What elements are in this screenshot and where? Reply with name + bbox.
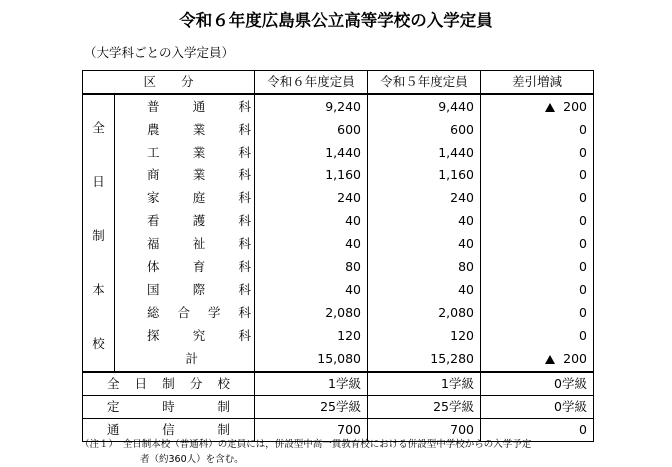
- group-label: [83, 95, 114, 371]
- subtotal-r6-cell: [255, 348, 368, 372]
- diff-cell-value: 0: [579, 259, 587, 275]
- category-label: [147, 187, 251, 209]
- category-char: 祉: [192, 236, 206, 252]
- r5-cell-value: 80: [458, 259, 474, 275]
- category-cell: [83, 372, 255, 396]
- diff-cell-value: 0: [579, 328, 587, 344]
- r6-cell: [255, 256, 368, 279]
- category-char: 普: [147, 98, 160, 114]
- category-char: 工: [147, 144, 160, 160]
- table-row: [83, 302, 594, 325]
- r6-cell: [255, 372, 368, 396]
- header-category: [83, 71, 255, 95]
- r6-cell-value: 1,160: [325, 167, 361, 183]
- r5-cell: [368, 279, 481, 302]
- subtotal-r5-cell-value: 15,280: [430, 351, 474, 367]
- category-label: [147, 279, 251, 301]
- category-char: 科: [238, 144, 251, 160]
- category-char: 探: [147, 328, 160, 344]
- diff-cell: [481, 164, 594, 187]
- category-char: 制: [217, 422, 230, 437]
- r5-cell-value: 240: [450, 190, 474, 206]
- diff-cell-value: 0: [579, 121, 587, 137]
- header-diff: 差引増減: [481, 71, 594, 95]
- category-cell: [115, 302, 255, 325]
- r5-cell: [368, 302, 481, 325]
- header-r5: 令和５年度定員: [368, 71, 481, 95]
- category-char: 業: [192, 144, 206, 160]
- r5-cell: [368, 325, 481, 348]
- category-cell: [115, 256, 255, 279]
- r5-cell: [368, 164, 481, 187]
- diff-cell-value: 0: [579, 305, 587, 321]
- category-cell: [115, 141, 255, 164]
- r5-cell-value: 9,440: [438, 98, 474, 114]
- category-char: 科: [238, 259, 251, 275]
- category-char: 業: [192, 167, 206, 183]
- category-char: 護: [192, 213, 206, 229]
- table-row: [83, 372, 594, 396]
- category-label: [147, 325, 251, 347]
- category-char: 科: [238, 190, 251, 206]
- r5-cell: [368, 118, 481, 141]
- r6-cell: [255, 164, 368, 187]
- category-cell: [115, 94, 255, 118]
- category-char: 校: [217, 376, 230, 391]
- category-cell: [83, 396, 255, 419]
- footnote-line-1: （注１） 全日制本校（普通科）の定員には，併設型中高一貫教育校における併設型中学校からの入学予定: [80, 439, 532, 450]
- r5-cell-value: 1,440: [438, 144, 474, 160]
- table-row: [83, 118, 594, 141]
- r5-cell-value: 25学級: [433, 399, 474, 414]
- r6-cell: [255, 279, 368, 302]
- category-label: [147, 119, 251, 141]
- category-label: [83, 396, 254, 418]
- diff-cell: [481, 372, 594, 396]
- category-label: [147, 164, 251, 186]
- r5-cell: [368, 372, 481, 396]
- table-row: [83, 396, 594, 419]
- r5-cell-value: 1学級: [441, 376, 474, 391]
- r5-cell: [368, 210, 481, 233]
- r5-cell: [368, 141, 481, 164]
- diff-cell: [481, 256, 594, 279]
- subtotal-label: 計: [185, 351, 198, 367]
- subtotal-r5-cell: [368, 348, 481, 372]
- category-cell: [115, 210, 255, 233]
- r6-cell: [255, 210, 368, 233]
- category-char: 福: [147, 236, 160, 252]
- r6-cell-value: 120: [337, 328, 361, 344]
- category-cell: [115, 325, 255, 348]
- table-header-row: [83, 71, 594, 95]
- category-cell: [115, 118, 255, 141]
- category-char: 際: [192, 282, 206, 298]
- r6-cell-value: 9,240: [325, 98, 361, 114]
- group-label-char: 制: [92, 228, 105, 243]
- category-char: 信: [162, 422, 175, 437]
- table-row: [83, 164, 594, 187]
- diff-cell: [481, 279, 594, 302]
- r6-cell: [255, 325, 368, 348]
- r5-cell: [368, 233, 481, 256]
- category-char: 通: [192, 98, 206, 114]
- diff-cell-value: 0: [579, 282, 587, 298]
- group-label-char: 本: [92, 282, 105, 297]
- r5-cell-value: 40: [458, 282, 474, 298]
- category-char: 農: [147, 121, 160, 137]
- r5-cell: [368, 94, 481, 118]
- table-row: [83, 94, 594, 118]
- r6-cell-value: 600: [337, 121, 361, 137]
- category-char: 科: [238, 236, 251, 252]
- group-label-char: 校: [92, 336, 105, 351]
- table-row: [83, 141, 594, 164]
- category-char: 究: [192, 328, 206, 344]
- table-row: [83, 233, 594, 256]
- diff-cell: [481, 210, 594, 233]
- category-char: 科: [238, 328, 251, 344]
- diff-cell-value: 0: [579, 190, 587, 206]
- category-label: [83, 373, 254, 395]
- r6-cell-value: 40: [345, 282, 361, 298]
- category-label: [147, 142, 251, 164]
- category-char: 学: [207, 305, 221, 321]
- category-label: [147, 96, 251, 118]
- diff-cell: [481, 118, 594, 141]
- r5-cell: [368, 187, 481, 210]
- r5-cell-value: 120: [450, 328, 474, 344]
- subtotal-row: [83, 348, 594, 372]
- subtotal-label-cell: [115, 348, 255, 372]
- category-cell: [115, 279, 255, 302]
- r6-cell-value: 1学級: [328, 376, 361, 391]
- table-row: [83, 187, 594, 210]
- category-char: 科: [238, 121, 251, 137]
- r5-cell-value: 700: [450, 422, 474, 437]
- r5-cell-value: 2,080: [438, 305, 474, 321]
- footnote-line-2: 者（約360人）を含む。: [140, 454, 244, 465]
- category-char: 科: [238, 213, 251, 229]
- category-char: 科: [238, 98, 251, 114]
- category-cell: [115, 164, 255, 187]
- header-category-label: 区 分: [143, 74, 194, 89]
- category-char: 総: [147, 305, 160, 321]
- diff-cell: [481, 302, 594, 325]
- r5-cell-value: 40: [458, 213, 474, 229]
- r6-cell: [255, 233, 368, 256]
- category-char: 制: [217, 399, 230, 414]
- diff-cell: [481, 141, 594, 164]
- subtotal-diff-cell: [481, 348, 594, 372]
- category-char: 業: [192, 121, 206, 137]
- table-row: [83, 325, 594, 348]
- diff-cell-value: 0学級: [554, 376, 587, 391]
- r6-cell: [255, 396, 368, 419]
- category-label: [147, 302, 251, 324]
- category-char: 体: [147, 259, 160, 275]
- r5-cell-value: 600: [450, 121, 474, 137]
- r6-cell-value: 40: [345, 213, 361, 229]
- r5-cell-value: 40: [458, 236, 474, 252]
- category-char: 時: [162, 399, 175, 414]
- category-char: 科: [238, 167, 251, 183]
- r6-cell-value: 700: [337, 422, 361, 437]
- table-row: [83, 210, 594, 233]
- table-subtitle: （大学科ごとの入学定員）: [84, 45, 235, 60]
- table-row: [83, 279, 594, 302]
- category-char: 庭: [192, 190, 206, 206]
- diff-cell: [481, 396, 594, 419]
- r6-cell-value: 40: [345, 236, 361, 252]
- r6-cell: [255, 141, 368, 164]
- diff-cell: [481, 233, 594, 256]
- category-char: 看: [147, 213, 160, 229]
- diff-cell-value: 0: [579, 213, 587, 229]
- decrease-triangle-icon: [545, 355, 555, 364]
- header-r6: 令和６年度定員: [255, 71, 368, 95]
- group-label-char: 全: [92, 120, 105, 135]
- diff-cell: [481, 94, 594, 118]
- category-char: 定: [107, 399, 120, 414]
- category-char: 分: [189, 376, 203, 391]
- diff-cell-value: 0学級: [554, 399, 587, 414]
- page-title: 令和６年度広島県公立高等学校の入学定員: [179, 11, 493, 30]
- category-char: 科: [238, 305, 251, 321]
- r6-cell: [255, 187, 368, 210]
- diff-cell-value: 200: [563, 98, 587, 114]
- category-char: 科: [238, 282, 251, 298]
- category-char: 国: [147, 282, 160, 298]
- decrease-triangle-icon: [545, 103, 555, 112]
- category-char: 商: [147, 167, 160, 183]
- category-char: 合: [177, 305, 190, 321]
- diff-cell-value: 0: [579, 167, 587, 183]
- r6-cell-value: 2,080: [325, 305, 361, 321]
- r5-cell: [368, 256, 481, 279]
- r6-cell: [255, 118, 368, 141]
- category-cell: [115, 187, 255, 210]
- diff-cell-value: 0: [579, 422, 587, 437]
- category-char: 育: [192, 259, 206, 275]
- category-cell: [115, 233, 255, 256]
- subtotal-r6-cell-value: 15,080: [317, 351, 361, 367]
- diff-cell-value: 0: [579, 144, 587, 160]
- diff-cell-value: 0: [579, 236, 587, 252]
- category-char: 制: [162, 376, 175, 391]
- r6-cell-value: 25学級: [320, 399, 361, 414]
- r6-cell: [255, 302, 368, 325]
- enrollment-table: [82, 70, 594, 442]
- r6-cell-value: 80: [345, 259, 361, 275]
- diff-cell: [481, 325, 594, 348]
- category-label: [147, 210, 251, 232]
- category-char: 全: [107, 376, 120, 391]
- diff-cell: [481, 187, 594, 210]
- r6-cell: [255, 94, 368, 118]
- r6-cell-value: 1,440: [325, 144, 361, 160]
- r6-cell-value: 240: [337, 190, 361, 206]
- table-row: [83, 256, 594, 279]
- footnote: [80, 437, 620, 467]
- r5-cell-value: 1,160: [438, 167, 474, 183]
- category-label: [147, 233, 251, 255]
- category-char: 通: [107, 422, 120, 437]
- category-char: 日: [134, 376, 148, 391]
- category-label: [147, 256, 251, 278]
- group-label-cell: [83, 94, 115, 372]
- category-char: 家: [147, 190, 160, 206]
- group-label-char: 日: [92, 174, 105, 189]
- subtotal-diff-cell-value: 200: [563, 351, 587, 367]
- r5-cell: [368, 396, 481, 419]
